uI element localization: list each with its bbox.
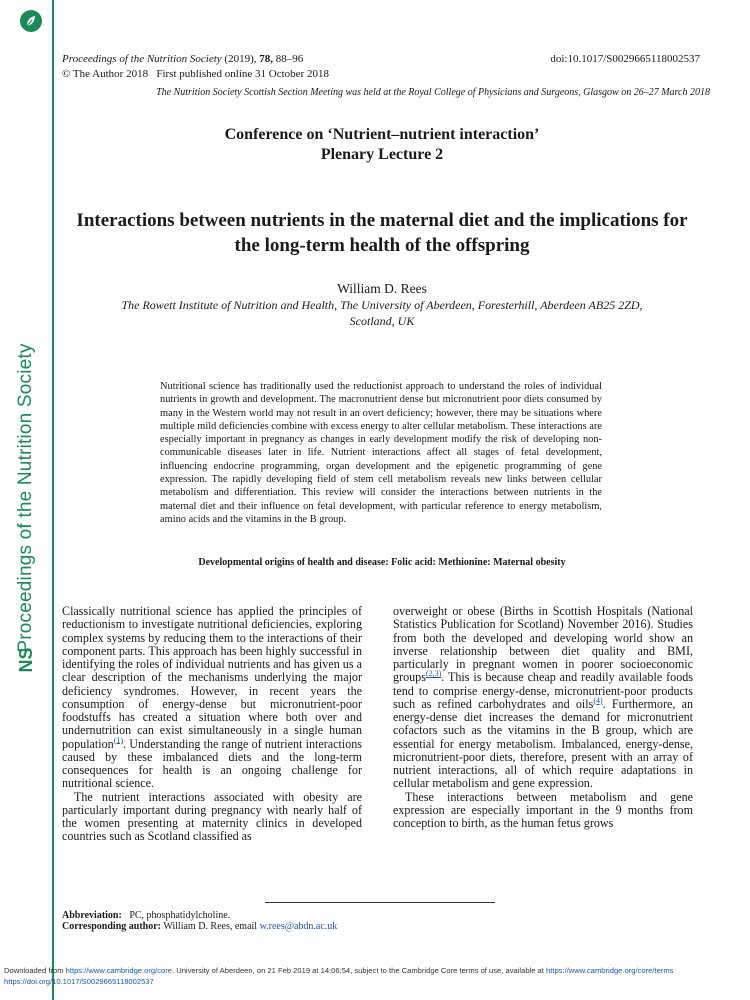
reference-link[interactable]: (4) <box>593 695 603 705</box>
terms-link[interactable]: https://www.cambridge.org/core/terms <box>546 966 674 975</box>
journal-year: (2019), <box>224 53 257 65</box>
sidebar-journal-name <box>4 318 48 678</box>
text-run: . Furthermore, an energy-dense diet increases the demand for micronutrient cofactors such as the vitamins in the B group, which are essential for energy metabolism. Imbalanced, energy-dense, micronutrient-poor diets, therefore, present with an array of nutrient interactions, all of which require adaptations in cellular metabolism and gene expression. <box>393 696 693 791</box>
journal-title: Proceedings of the Nutrition Society <box>62 53 222 65</box>
download-middle: . University of Aberdeen, on 21 Feb 2019 at 14:06:54, subject to the Cambridge Core terms of use, available at <box>172 966 544 975</box>
paragraph: These interactions between metabolism and gene expression are especially important in the 9 months from conception to birth, as the human fetus grows <box>393 789 693 830</box>
corresponding-label: Corresponding author: <box>62 921 161 932</box>
author-affiliation <box>62 297 702 329</box>
ns-logo-text: NS <box>16 647 36 673</box>
journal-volume: 78, <box>259 53 273 65</box>
conference-heading <box>62 125 702 165</box>
journal-pages: 88–96 <box>275 53 304 65</box>
text-run: . Understanding the range of nutrient interactions caused by these imbalanced diets and the long-term consequences for health is an ongoing challenge for nutritional science. <box>62 736 362 791</box>
author-name: William D. Rees <box>337 281 427 296</box>
footnote-divider <box>265 902 495 903</box>
abstract: Nutritional science has traditionally used the reductionist approach to understand the roles of individual nutrients in growth and development. The macronutrient dense but micronutrient poor diets consumed by many in the Western world may not result in an overt deficiency; however, there may be situations where multiple mild deficiencies combine with excess energy to alter cellular metabolism. These interactions are especially important in pregnancy as changes in early development modify the risk of developing non-communicable diseases later in life. Nutrient interactions affect all stages of fetal development, influencing endocrine programming, organ development and the epigenetic programming of gene expression. The rapidly developing field of stem cell metabolism reveals new links between cellular metabolism and differentiation. This review will consider the interactions between nutrients in the maternal diet and their influence on fetal development, with particular reference to energy metabolism, amino acids and the vitamins in the B group. <box>160 381 602 525</box>
paragraph <box>393 605 693 791</box>
article-title: Interactions between nutrients in the maternal diet and the implications for the long-term health of the offspring <box>76 210 688 256</box>
keywords: Developmental origins of health and disease: Folic acid: Methionine: Maternal obesity <box>198 557 566 568</box>
reference-link[interactable]: (1) <box>113 735 124 745</box>
corresponding-author-note <box>62 920 337 933</box>
published-date: First published online 31 October 2018 <box>156 68 329 80</box>
lecture-label: Plenary Lecture 2 <box>320 146 444 163</box>
text-run: Classically nutritional science has applied the principles of reductionism to investigate nutritional deficiencies, exploring complex systems by reducing them to the interactions of their component parts. This approach has been highly successful in identifying the roles of individual nutrients and has given us a clear description of the mechanisms underlying the major deficiency syndromes. However, in recent years the consumption of energy-dense but micronutrient-poor foodstuffs has created a situation where both over and undernutrition can exist simultaneously in a single human population <box>62 604 362 751</box>
text-run: overweight or obese (Births in Scottish Hospitals (National Statistics Publication for Scotland) November 2016). Studies from both the developed and developing world show an inverse relationship between diet quality and BMI, particularly in pregnant women in poorer socioeconomic groups <box>393 604 693 685</box>
paragraph: The nutrient interactions associated with obesity are particularly important during pregnancy with nearly half of the women presenting at maternity clinics in developed countries such as Scotland classified as <box>62 789 362 844</box>
abbreviation-text: PC, phosphatidylcholine. <box>129 910 231 921</box>
abbreviation-label: Abbreviation: <box>62 910 122 921</box>
paragraph <box>62 605 362 791</box>
affiliation-line-2: Scotland, UK <box>349 314 415 328</box>
affiliation-line-1: The Rowett Institute of Nutrition and Health, The University of Aberdeen, Foresterhill, Aberdeen AB25 2ZD, <box>121 298 643 312</box>
meeting-note: The Nutrition Society Scottish Section Meeting was held at the Royal College of Physicians and Surgeons, Glasgow on 26–27 March 2018 <box>156 87 710 98</box>
doi-link[interactable]: https://doi.org/10.1017/S0029665118002537 <box>4 977 154 986</box>
download-notice <box>4 965 746 987</box>
body-column-left <box>62 605 362 844</box>
copyright: © The Author 2018 <box>62 68 149 80</box>
conference-title: Conference on ‘Nutrient–nutrient interaction’ <box>224 126 540 143</box>
text-run: . This is because cheap and readily available foods tend to comprise energy-dense, micronutrient-poor products such as refined carbohydrates and oils <box>393 670 693 711</box>
reference-link[interactable]: (2,3) <box>425 669 442 679</box>
doi: doi:10.1017/S0029665118002537 <box>550 53 700 65</box>
email-link[interactable]: w.rees@abdn.ac.uk <box>259 921 338 932</box>
sidebar-journal-text: Proceedings of the Nutrition Society <box>15 343 36 653</box>
sidebar-rule <box>52 0 54 1000</box>
corresponding-text: William D. Rees, email <box>163 921 258 932</box>
body-column-right <box>393 605 693 830</box>
download-prefix: Downloaded from <box>4 966 64 975</box>
core-link[interactable]: https://www.cambridge.org/core <box>65 966 172 975</box>
citation-block <box>62 52 329 82</box>
open-access-leaf-icon <box>20 10 42 32</box>
ns-logo-icon <box>11 640 41 680</box>
